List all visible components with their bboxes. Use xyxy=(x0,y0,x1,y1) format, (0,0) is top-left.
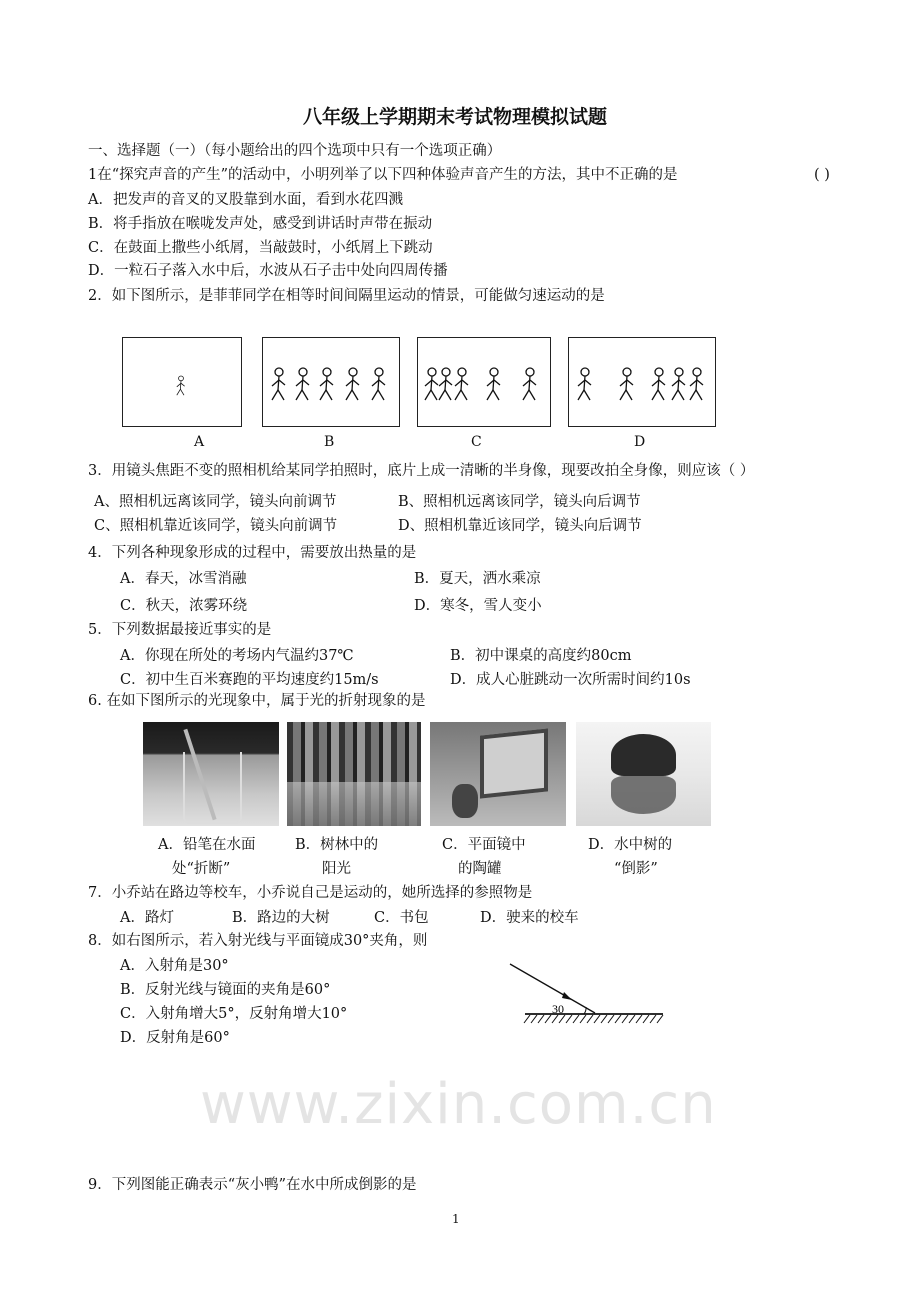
q2-label-b: B xyxy=(324,434,335,450)
q2-label-a: A xyxy=(194,434,205,450)
q2-stem: 2．如下图所示，是菲菲同学在相等时间间隔里运动的情景，可能做匀速运动的是 xyxy=(88,288,605,304)
q6-stem: 6. 在如下图所示的光现象中，属于光的折射现象的是 xyxy=(88,693,426,709)
q5-option-a: A．你现在所处的考场内气温约37℃ xyxy=(120,648,354,664)
q8-mirror-diagram xyxy=(500,958,670,1028)
q7-option-b: B．路边的大树 xyxy=(232,910,330,926)
q3-option-a: A、照相机远离该同学，镜头向前调节 xyxy=(94,494,337,510)
page-title: 八年级上学期期末考试物理模拟试题 xyxy=(302,106,607,128)
q4-option-b: B．夏天，洒水乘凉 xyxy=(414,571,541,587)
q2-figure-c xyxy=(417,337,551,427)
q7-option-a: A．路灯 xyxy=(120,910,174,926)
walking-figure-icon xyxy=(296,368,309,400)
page-number: 1 xyxy=(452,1212,460,1226)
walking-figure-icon xyxy=(439,368,452,400)
q5-option-b: B．初中课桌的高度约80cm xyxy=(450,648,632,664)
walking-figure-icon xyxy=(177,376,185,395)
walking-figure-icon xyxy=(672,368,685,400)
q2-label-c: C xyxy=(471,434,482,450)
q2-figure-a xyxy=(122,337,242,427)
q4-option-a: A．春天，冰雪消融 xyxy=(120,571,247,587)
q1-option-d: D．一粒石子落入水中后，水波从石子击中处向四周传播 xyxy=(88,263,448,279)
q4-option-d: D．寒冬，雪人变小 xyxy=(414,598,542,614)
walking-figure-icon xyxy=(523,368,536,400)
section-heading: 一、选择题（一）（每小题给出的四个选项中只有一个选项正确） xyxy=(88,143,502,159)
angle-label: 30 xyxy=(552,1002,564,1016)
q1-option-c: C．在鼓面上撒些小纸屑，当敲鼓时，小纸屑上下跳动 xyxy=(88,240,433,256)
walking-figure-icon xyxy=(578,368,591,400)
photo-tree-reflection xyxy=(576,722,711,826)
q3-stem: 3．用镜头焦距不变的照相机给某同学拍照时，底片上成一清晰的半身像，现要改拍全身像，则应该（ ） xyxy=(88,463,755,479)
q1-answer-paren: ( ) xyxy=(814,167,830,183)
q6-caption-c-line2: 的陶罐 xyxy=(458,861,502,877)
q3-option-c: C、照相机靠近该同学，镜头向前调节 xyxy=(94,518,338,534)
q6-caption-a-line1: A．铅笔在水面 xyxy=(158,837,256,853)
q5-stem: 5．下列数据最接近事实的是 xyxy=(88,622,272,638)
q4-option-c: C．秋天，浓雾环绕 xyxy=(120,598,248,614)
q6-caption-d-line1: D．水中树的 xyxy=(588,837,673,853)
q6-caption-b-line1: B．树林中的 xyxy=(295,837,379,853)
q9-stem: 9．下列图能正确表示“灰小鸭”在水中所成倒影的是 xyxy=(88,1177,417,1193)
q2-label-d: D xyxy=(634,434,646,450)
q8-option-b: B．反射光线与镜面的夹角是60° xyxy=(120,982,331,998)
q1-stem: 1在“探究声音的产生”的活动中，小明列举了以下四种体验声音产生的方法，其中不正确的是 xyxy=(88,167,678,183)
q6-caption-a-line2: 处“折断” xyxy=(172,861,231,877)
angle-arc xyxy=(584,1007,586,1014)
q6-caption-c-line1: C．平面镜中 xyxy=(442,837,526,853)
q2-figure-d xyxy=(568,337,716,427)
walking-figure-icon xyxy=(455,368,468,400)
q7-option-c: C．书包 xyxy=(374,910,429,926)
q8-stem: 8．如右图所示，若入射光线与平面镜成30°夹角，则 xyxy=(88,933,428,949)
q6-caption-b-line2: 阳光 xyxy=(322,861,351,877)
walking-figure-icon xyxy=(372,368,385,400)
q1-option-b: B．将手指放在喉咙发声处，感受到讲话时声带在振动 xyxy=(88,216,433,232)
walking-figure-icon xyxy=(487,368,500,400)
q8-option-a: A．入射角是30° xyxy=(120,958,229,974)
q2-figure-b xyxy=(262,337,400,427)
walking-figure-icon xyxy=(346,368,359,400)
walking-figure-icon xyxy=(620,368,633,400)
q5-option-c: C．初中生百米赛跑的平均速度约15m/s xyxy=(120,672,379,688)
walking-figure-icon xyxy=(272,368,285,400)
ray-arrow-icon xyxy=(562,992,572,1000)
watermark: www.zixin.com.cn xyxy=(200,1072,717,1137)
q7-stem: 7．小乔站在路边等校车，小乔说自己是运动的，她所选择的参照物是 xyxy=(88,885,533,901)
q3-option-b: B、照相机远离该同学，镜头向后调节 xyxy=(398,494,641,510)
q4-stem: 4．下列各种现象形成的过程中，需要放出热量的是 xyxy=(88,545,417,561)
walking-figure-icon xyxy=(690,368,703,400)
q7-option-d: D．驶来的校车 xyxy=(480,910,579,926)
q1-option-a: A．把发声的音叉的叉股靠到水面，看到水花四溅 xyxy=(88,192,403,208)
photo-pencil-in-water xyxy=(143,722,279,826)
q8-option-d: D．反射角是60° xyxy=(120,1030,230,1046)
walking-figure-icon xyxy=(425,368,438,400)
walking-figure-icon xyxy=(652,368,665,400)
q5-option-d: D．成人心脏跳动一次所需时间约10s xyxy=(450,672,691,688)
q6-caption-d-line2: “倒影” xyxy=(614,861,658,877)
q8-option-c: C．入射角增大5°，反射角增大10° xyxy=(120,1006,348,1022)
q3-option-d: D、照相机靠近该同学，镜头向后调节 xyxy=(398,518,642,534)
walking-figure-icon xyxy=(320,368,333,400)
photo-forest-sunlight xyxy=(287,722,421,826)
photo-mirror-pot xyxy=(430,722,566,826)
